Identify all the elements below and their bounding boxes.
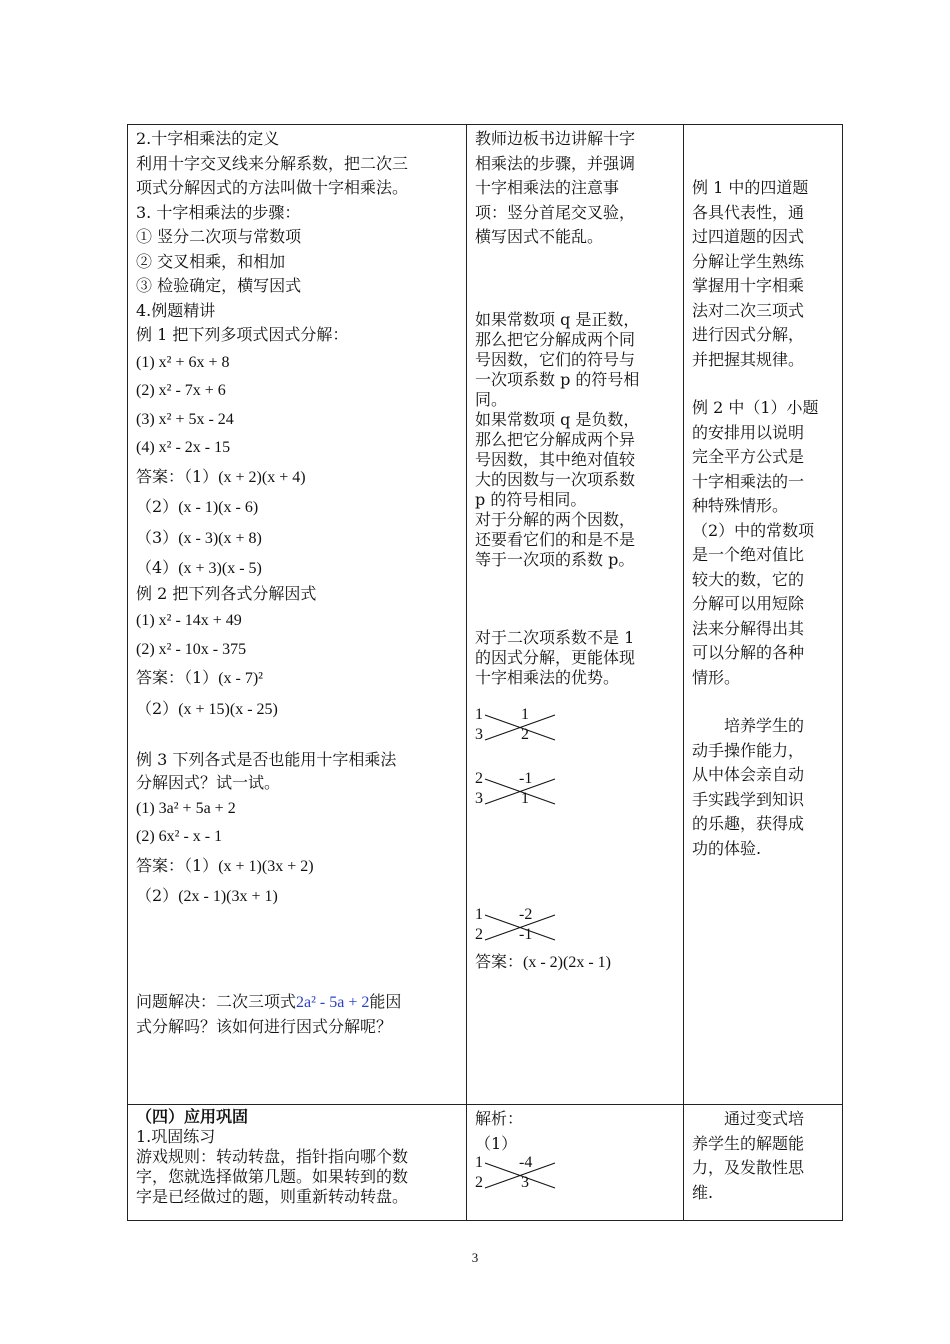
cross-number: 1 xyxy=(521,789,529,807)
text-line: 字，您就选择做第几题。如果转到的数 xyxy=(136,1167,409,1186)
answer-index: （2） xyxy=(136,497,179,516)
answer-line xyxy=(136,666,458,692)
text-line: 动手操作能力， xyxy=(692,740,805,760)
cross-diagram xyxy=(475,770,575,812)
cross-number: 3 xyxy=(521,1174,529,1191)
answer-expr: (x + 1)(3x + 2) xyxy=(218,857,314,875)
purpose-note xyxy=(692,176,834,372)
cross-diagram xyxy=(475,706,575,748)
text-line: 法来分解得出其 xyxy=(692,618,805,638)
step-item: ② 交叉相乘，和相加 xyxy=(136,251,286,271)
answer-line xyxy=(136,465,458,491)
example-item: (2) x² - 7x + 6 xyxy=(136,382,226,399)
text-line: 等于一次项的系数 p。 xyxy=(475,549,635,569)
teacher-notes xyxy=(475,127,675,250)
text-line: 字是已经做过的题，则重新转动转盘。 xyxy=(136,1187,409,1206)
text-line: 情形。 xyxy=(692,667,741,687)
text-line: 例 1 中的四道题 xyxy=(692,178,809,197)
content-cell xyxy=(128,125,467,1105)
cross-number: 3 xyxy=(475,789,483,807)
definition-text: 项式分解因式的方法叫做十字相乘法。 xyxy=(136,178,409,197)
content-cell xyxy=(128,1105,467,1221)
text-line: 并把握其规律。 xyxy=(692,349,805,369)
page-number: 3 xyxy=(471,1250,479,1265)
text-line: （2）中的常数项 xyxy=(692,520,815,540)
text-line: （1） xyxy=(475,1133,518,1153)
purpose-cell xyxy=(684,1105,843,1221)
answer-line xyxy=(136,556,458,582)
text-line: 过四道题的因式 xyxy=(692,227,805,246)
text-line: 完全平方公式是 xyxy=(692,447,805,466)
table-row xyxy=(128,1105,843,1221)
example-item: (4) x² - 2x - 15 xyxy=(136,439,231,456)
lesson-table xyxy=(127,124,843,1221)
text-line: 是一个绝对值比 xyxy=(692,545,805,564)
example-item: (3) x² + 5x - 24 xyxy=(136,410,234,428)
rule-check xyxy=(475,510,675,570)
text-line: 项：竖分首尾交叉验， xyxy=(475,202,636,222)
cross-diagram xyxy=(475,1154,575,1196)
section-heading: 3. 十字相乘法的步骤： xyxy=(136,202,301,222)
text-line: 同。 xyxy=(475,389,508,409)
text-line: 教师边板书边讲解十字 xyxy=(475,129,636,148)
purpose-cell xyxy=(684,125,843,1105)
answer-label: 答案：（1） xyxy=(136,855,219,875)
problem-expr: 2a² - 5a + 2 xyxy=(296,993,370,1011)
text-line: 十字相乘法的一 xyxy=(692,471,805,491)
text-line: 相乘法的步骤，并强调 xyxy=(475,153,636,173)
text-line: 进行因式分解， xyxy=(692,325,805,344)
text-line: 那么把它分解成两个异 xyxy=(475,429,636,449)
answer-expr: (2x - 1)(3x + 1) xyxy=(178,888,278,905)
cross-number: 1 xyxy=(475,905,483,923)
cross-number: -4 xyxy=(519,1154,533,1171)
cross-diagram xyxy=(475,906,575,948)
example-item: (2) 6x² - x - 1 xyxy=(136,828,223,845)
rule-negative xyxy=(475,410,675,510)
purpose-note xyxy=(692,396,834,690)
answer-expr: (x + 3)(x - 5) xyxy=(178,560,262,577)
text-line: 号因数，它们的符号与 xyxy=(475,349,636,369)
text-line: 力，及发散性思 xyxy=(692,1158,805,1177)
table-row xyxy=(128,125,843,1105)
text-line: 分解可以用短除 xyxy=(692,594,805,613)
definition-text: 利用十字交叉线来分解系数，把二次三 xyxy=(136,153,409,173)
answer-line xyxy=(136,884,458,910)
cross-number: 2 xyxy=(475,769,483,787)
text-line: 较大的数，它的 xyxy=(692,569,805,589)
example-title: 例 3 下列各式是否也能用十字相乘法 xyxy=(136,750,397,769)
answer-expr: (x - 7)² xyxy=(218,670,263,687)
text-line: 例 2 中（1）小题 xyxy=(692,398,819,417)
section-title xyxy=(136,1107,458,1127)
answer-index: （4） xyxy=(136,558,179,577)
problem-text xyxy=(136,990,458,1016)
text-line: 一次项系数 p 的符号相 xyxy=(475,369,640,389)
cross-number: 1 xyxy=(475,705,483,723)
answer-index: （3） xyxy=(136,527,179,547)
example-title: 例 1 把下列多项式因式分解： xyxy=(136,325,349,344)
answer-expr: (x - 1)(x - 6) xyxy=(178,499,259,516)
text-line: 从中体会亲自动 xyxy=(692,765,805,784)
text-line: 如果常数项 q 是负数， xyxy=(475,409,640,429)
cross-number: 3 xyxy=(475,725,483,743)
cross-number: 1 xyxy=(521,705,529,723)
text-line: 对于二次项系数不是 1 xyxy=(475,627,635,647)
answer-line xyxy=(136,526,458,552)
cross-number: -1 xyxy=(519,769,533,787)
section-title-text: （四）应用巩固 xyxy=(136,1107,249,1126)
text-line: 种特殊情形。 xyxy=(692,496,789,515)
cross-number: 2 xyxy=(475,925,483,943)
problem-text: 式分解吗？该如何进行因式分解呢？ xyxy=(136,1017,393,1036)
text-line: 1.巩固练习 xyxy=(136,1127,216,1146)
text-line: 大的因数与一次项系数 xyxy=(475,469,636,489)
activity-cell xyxy=(467,1105,684,1221)
text-line: 通过变式培 xyxy=(724,1109,805,1128)
cross-number: -1 xyxy=(519,925,533,943)
advantage-note xyxy=(475,628,675,688)
text-line: 还要看它们的和是不是 xyxy=(475,529,636,549)
text-line: 如果常数项 q 是正数， xyxy=(475,309,640,329)
rule-positive xyxy=(475,310,675,410)
answer-expr: (x - 3)(x + 8) xyxy=(178,529,262,547)
cross-number: 2 xyxy=(521,725,529,743)
step-item: ① 竖分二次项与常数项 xyxy=(136,227,302,246)
problem-prefix: 问题解决：二次三项式 xyxy=(136,991,297,1011)
answer-label: 答案：（1） xyxy=(136,668,219,687)
text-line: 维. xyxy=(692,1182,714,1202)
answer-line xyxy=(136,495,458,521)
text-line: 的乐趣，获得成 xyxy=(692,814,805,833)
answer-expr: (x - 2)(2x - 1) xyxy=(523,953,611,971)
cross-number: 1 xyxy=(475,1154,483,1171)
example-item: (1) 3a² + 5a + 2 xyxy=(136,799,236,817)
problem-suffix: 能因 xyxy=(369,991,402,1011)
text-line: 解析： xyxy=(475,1109,524,1128)
example-item: (1) x² + 6x + 8 xyxy=(136,353,230,371)
text-line: p 的符号相同。 xyxy=(475,489,587,509)
text-line: 手实践学到知识 xyxy=(692,789,805,809)
answer-label: 答案：（1） xyxy=(136,466,219,486)
text-line: 功的体验. xyxy=(692,838,762,858)
activity-cell xyxy=(467,125,684,1105)
answer-index: （2） xyxy=(136,886,179,905)
text-line: 的安排用以说明 xyxy=(692,422,805,442)
text-line: 横写因式不能乱。 xyxy=(475,227,604,246)
step-item: ③ 检验确定，横写因式 xyxy=(136,276,302,295)
text-line: 游戏规则：转动转盘，指针指向哪个数 xyxy=(136,1147,409,1166)
section-heading: 4.例题精讲 xyxy=(136,300,216,320)
text-line: 号因数，其中绝对值较 xyxy=(475,449,636,469)
cross-number: 2 xyxy=(475,1174,483,1191)
example-title: 分解因式？试一试。 xyxy=(136,772,281,792)
answer-expr: (x + 15)(x - 25) xyxy=(178,700,278,718)
answer-line xyxy=(136,854,458,880)
purpose-note xyxy=(692,714,834,861)
text-line: 对于分解的两个因数， xyxy=(475,509,636,529)
example-title: 例 2 把下列各式分解因式 xyxy=(136,583,317,603)
answer-index: （2） xyxy=(136,698,179,718)
answer-line xyxy=(475,950,675,976)
text-line: 可以分解的各种 xyxy=(692,643,805,662)
text-line: 各具代表性，通 xyxy=(692,202,805,222)
text-line: 十字相乘法的优势。 xyxy=(475,667,620,687)
text-line: 的因式分解，更能体现 xyxy=(475,647,636,667)
cross-number: -2 xyxy=(519,905,533,923)
example-item: (1) x² - 14x + 49 xyxy=(136,612,242,629)
answer-expr: (x + 2)(x + 4) xyxy=(218,468,306,486)
text-line: 分解让学生熟练 xyxy=(692,251,805,271)
text-line: 十字相乘法的注意事 xyxy=(475,178,620,197)
section-heading: 2.十字相乘法的定义 xyxy=(136,129,280,148)
text-line: 法对二次三项式 xyxy=(692,300,805,320)
text-line: 培养学生的 xyxy=(724,716,805,735)
text-line: 养学生的解题能 xyxy=(692,1133,805,1153)
text-line: 掌握用十字相乘 xyxy=(692,276,805,295)
text-line: 那么把它分解成两个同 xyxy=(475,329,636,349)
answer-label: 答案： xyxy=(475,951,524,971)
example-item: (2) x² - 10x - 375 xyxy=(136,640,247,658)
answer-line xyxy=(136,697,458,723)
